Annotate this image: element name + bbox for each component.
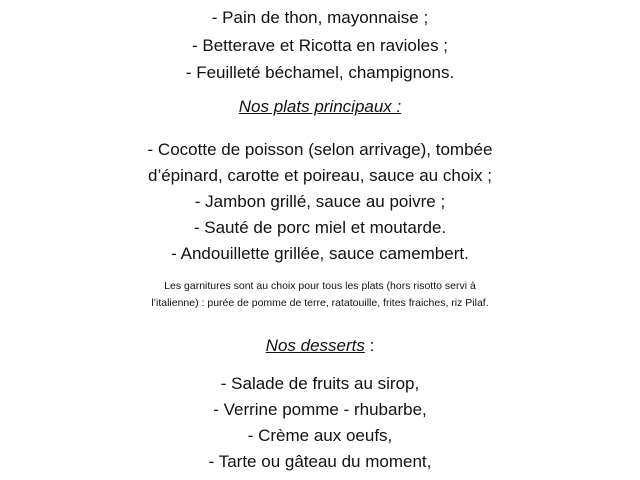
- dessert-item-tarte: - Tarte ou gâteau du moment,: [208, 452, 432, 471]
- garnitures-note-line-2: l’italienne) : purée de pomme de terre, ratatouille, frites fraiches, riz Pilaf.: [151, 297, 489, 309]
- entree-item-feuillete: - Feuilleté béchamel, champignons.: [185, 63, 455, 82]
- heading-desserts-label: Nos desserts: [265, 336, 365, 355]
- plat-item-cocotte-poisson: - Cocotte de poisson (selon arrivage), tombée: [147, 140, 493, 159]
- heading-desserts: [0, 335, 640, 357]
- dessert-item-verrine: - Verrine pomme - rhubarbe,: [213, 400, 427, 419]
- plat-item-jambon: - Jambon grillé, sauce au poivre ;: [194, 192, 446, 211]
- heading-plats-principaux: [0, 96, 640, 118]
- entree-item-pain-de-thon: - Pain de thon, mayonnaise ;: [211, 8, 429, 27]
- heading-desserts-suffix: :: [364, 336, 375, 355]
- entree-item-betterave: - Betterave et Ricotta en ravioles ;: [191, 36, 449, 55]
- plat-item-saute-porc: - Sauté de porc miel et moutarde.: [193, 218, 447, 237]
- garnitures-note-line-1: Les garnitures sont au choix pour tous les plats (hors risotto servi à: [164, 280, 476, 292]
- plat-item-andouillette: - Andouillette grillée, sauce camembert.: [171, 244, 469, 263]
- plat-item-cocotte-poisson-cont: d’épinard, carotte et poireau, sauce au choix ;: [148, 166, 492, 185]
- dessert-item-creme-oeufs: - Crème aux oeufs,: [247, 426, 393, 445]
- dessert-item-salade-fruits: - Salade de fruits au sirop,: [220, 374, 420, 393]
- heading-plats-principaux-text: Nos plats principaux :: [238, 97, 402, 116]
